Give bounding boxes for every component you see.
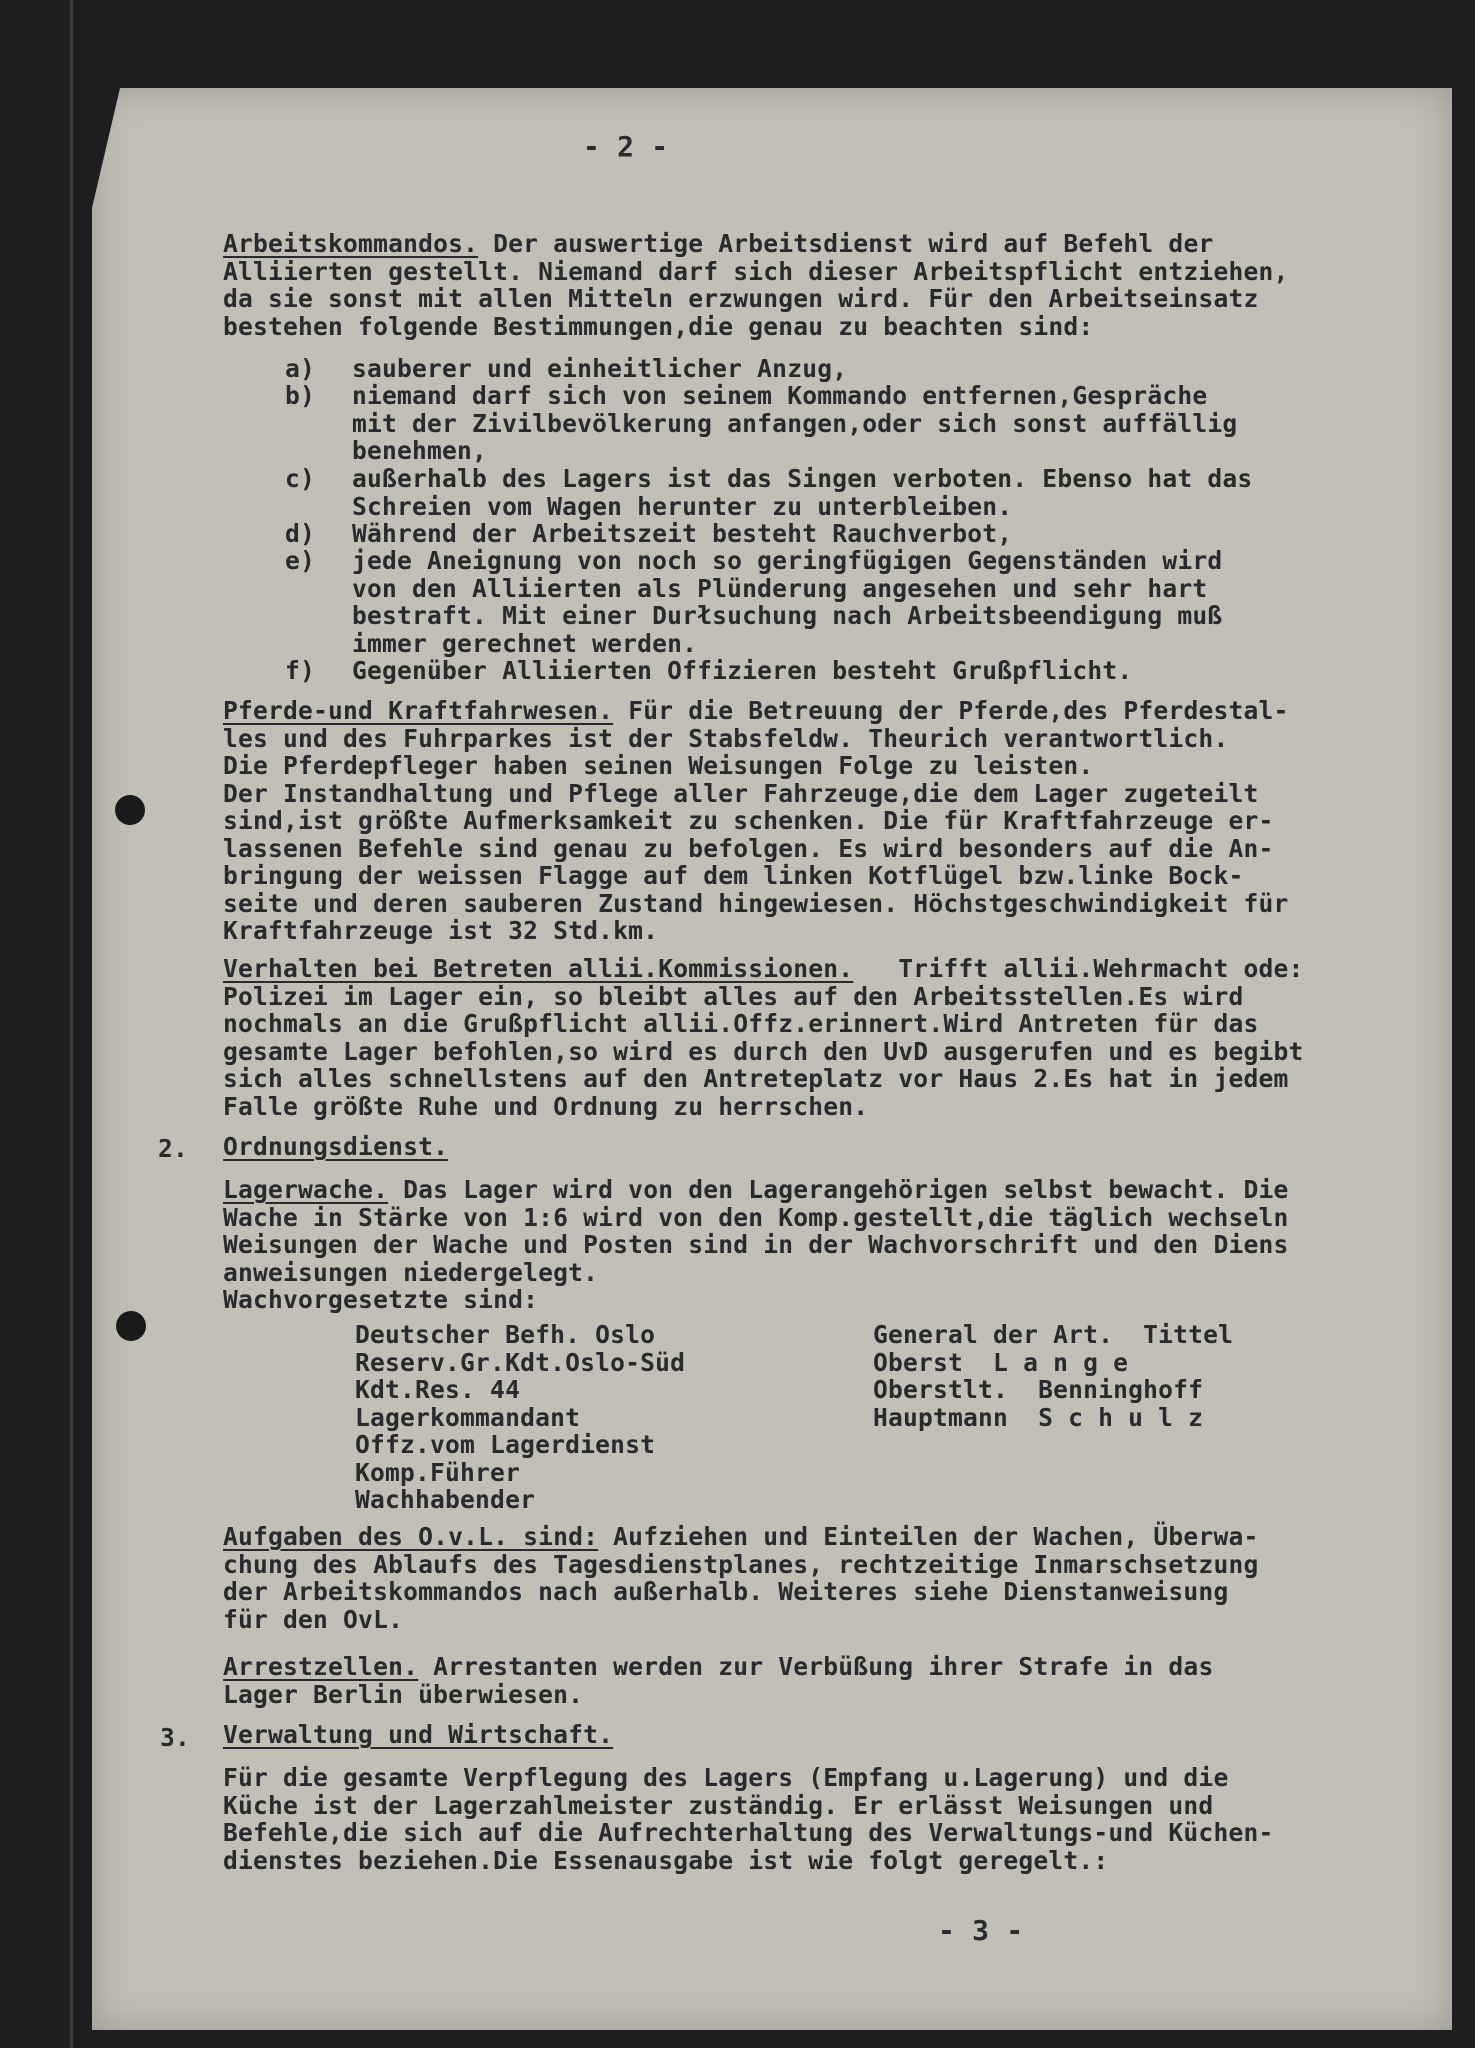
paragraph-line: Falle größte Ruhe und Ordnung zu herrschen. [223, 1091, 869, 1121]
vorgesetzter-role: Offz.vom Lagerdienst [355, 1430, 656, 1459]
verwaltung-paragraph [223, 1764, 1273, 1874]
paragraph-line: Die Pferdepfleger haben seinen Weisungen Folge zu leisten. [223, 751, 1094, 780]
vorgesetzter-name: General der Art. Tittel [873, 1320, 1234, 1349]
paragraph-line: Wachvorgesetzte sind: [223, 1285, 539, 1314]
vorgesetzte-roles [355, 1321, 685, 1514]
ordnungsdienst-heading: Ordnungsdienst. [223, 1132, 449, 1161]
aufgaben-heading: Aufgaben des O.v.L. sind: [223, 1522, 599, 1551]
paragraph-line: Kraftfahrzeuge ist 32 Std.km. [223, 916, 659, 945]
vorgesetzter-role: Reserv.Gr.Kdt.Oslo-Süd [355, 1347, 686, 1377]
list-marker: d) [285, 519, 316, 548]
vorgesetzter-role: Kdt.Res. 44 [355, 1375, 521, 1404]
list-marker: c) [285, 464, 316, 493]
list-marker: e) [285, 546, 316, 575]
vorgesetzte-names [873, 1321, 1233, 1431]
paragraph-line: Lager Berlin überwiesen. [223, 1679, 584, 1709]
arbeitskommandos-heading: Arbeitskommandos. [223, 229, 479, 258]
lagerwache-heading: Lagerwache. [223, 1175, 389, 1204]
paragraph-line: Polizei im Lager ein, so bleibt alles auf den Arbeitsstellen.Es wird [223, 981, 1244, 1011]
vorgesetzter-role: Komp.Führer [355, 1457, 521, 1487]
paragraph-line: da sie sonst mit allen Mitteln erzwungen wird. Für den Arbeitseinsatz [223, 284, 1259, 313]
vorgesetzter-name: Oberst L a n g e [873, 1347, 1129, 1377]
vorgesetzter-role: Wachhabender [355, 1485, 536, 1514]
paragraph-line: Küche ist der Lagerzahlmeister zuständig. Er erlässt Weisungen und [223, 1790, 1214, 1820]
paragraph-line: seite und deren sauberen Zustand hingewiesen. Höchstgeschwindigkeit für [223, 888, 1289, 918]
aufgaben-paragraph [223, 1523, 1258, 1633]
list-item: sauberer und einheitlicher Anzug, [352, 354, 848, 383]
paragraph-line: Weisungen der Wache und Posten sind in der Wachvorschrift und den Diens [223, 1230, 1289, 1259]
list-item: Gegenüber Alliierten Offizieren besteht Grußpflicht. [352, 656, 1133, 685]
paragraph-line: Trifft allii.Wehrmacht ode: [853, 954, 1304, 983]
paragraph-line: bringung der weissen Flagge auf dem linken Kotflügel bzw.linke Bock- [223, 861, 1244, 890]
paragraph-line: Der auswertige Arbeitsdienst wird auf Befehl der [478, 229, 1214, 258]
arrest-heading: Arrestzellen. [223, 1652, 419, 1681]
paragraph-line: Das Lager wird von den Lagerangehörigen selbst bewacht. Die [388, 1175, 1289, 1204]
paragraph-line: Alliierten gestellt. Niemand darf sich dieser Arbeitspflicht entziehen, [223, 256, 1289, 286]
list-item: außerhalb des Lagers ist das Singen verboten. Ebenso hat das Schreien vom Wagen herunter zu unterbleiben. [352, 464, 1253, 521]
paragraph-line: Aufziehen und Einteilen der Wachen, Überwa- [598, 1522, 1259, 1551]
paragraph-line: Befehle,die sich auf die Aufrechterhaltung des Verwaltungs-und Küchen- [223, 1818, 1274, 1847]
verhalten-paragraph [223, 955, 1303, 1120]
paragraph-line: Für die Betreuung der Pferde,des Pferdestal- [613, 696, 1289, 725]
paragraph-line: dienstes beziehen.Die Essenausgabe ist wie folgt geregelt.: [223, 1845, 1109, 1875]
lagerwache-paragraph [223, 1176, 1288, 1314]
list-marker: f) [285, 656, 316, 685]
list-item: Während der Arbeitszeit besteht Rauchverbot, [352, 519, 1013, 548]
next-page-number: - 3 - [938, 1914, 1024, 1947]
section-number: 3. [160, 1723, 191, 1752]
verhalten-heading: Verhalten bei Betreten allii.Kommissionen. [223, 954, 854, 983]
punch-hole-top [115, 795, 145, 825]
paragraph-line: Für die gesamte Verpflegung des Lagers (Empfang u.Lagerung) und die [223, 1763, 1229, 1792]
punch-hole-bottom [116, 1311, 146, 1341]
arbeitskommandos-paragraph [223, 230, 1288, 340]
torn-corner [92, 88, 120, 208]
paragraph-line: les und des Fuhrparkes ist der Stabsfeldw. Theurich verantwortlich. [223, 723, 1229, 753]
paragraph-line: gesamte Lager befohlen,so wird es durch den UvD ausgerufen und es begibt [223, 1036, 1304, 1066]
vorgesetzter-name: Oberstlt. Benninghoff [873, 1375, 1204, 1404]
page-number: - 2 - [583, 130, 669, 163]
paragraph-line: Wache in Stärke von 1:6 wird von den Komp.gestellt,die täglich wechseln [223, 1202, 1289, 1232]
paragraph-line: der Arbeitskommandos nach außerhalb. Weiteres siehe Dienstanweisung [223, 1577, 1229, 1606]
list-item: jede Aneignung von noch so geringfügigen Gegenständen wird von den Alliierten als Plünderung angesehen und sehr hart bestraft. Mit einer Durłsuchung nach Arbeitsbeendigung muß immer gerechnet werden. [352, 546, 1223, 658]
vorgesetzter-name: Hauptmann S c h u l z [873, 1402, 1204, 1432]
pferde-paragraph [223, 697, 1289, 945]
vorgesetzter-role: Lagerkommandant [355, 1402, 581, 1432]
list-item: niemand darf sich von seinem Kommando entfernen,Gespräche mit der Zivilbevölkerung anfangen,oder sich sonst auffällig benehmen, [352, 381, 1238, 465]
paragraph-line: sich alles schnellstens auf den Antreteplatz vor Haus 2.Es hat in jedem [223, 1064, 1289, 1093]
arrest-paragraph [223, 1653, 1213, 1708]
verwaltung-heading: Verwaltung und Wirtschaft. [223, 1720, 614, 1749]
paragraph-line: anweisungen niedergelegt. [223, 1257, 599, 1287]
list-marker: a) [285, 354, 316, 383]
section-number: 2. [158, 1134, 189, 1163]
paragraph-line: nochmals an die Grußpflicht allii.Offz.erinnert.Wird Antreten für das [223, 1009, 1259, 1038]
paragraph-line: für den OvL. [223, 1604, 404, 1634]
paragraph-line: bestehen folgende Bestimmungen,die genau zu beachten sind: [223, 311, 1094, 341]
pferde-heading: Pferde-und Kraftfahrwesen. [223, 696, 614, 725]
paragraph-line: sind,ist größte Aufmerksamkeit zu schenken. Die für Kraftfahrzeuge er- [223, 806, 1274, 835]
paragraph-line: chung des Ablaufs des Tagesdienstplanes, rechtzeitige Inmarschsetzung [223, 1549, 1259, 1579]
mount-edge-line [70, 0, 73, 2048]
paragraph-line: Arrestanten werden zur Verbüßung ihrer Strafe in das [418, 1652, 1214, 1681]
list-marker: b) [285, 381, 316, 410]
paragraph-line: lassenen Befehle sind genau zu befolgen. Es wird besonders auf die An- [223, 833, 1274, 863]
paragraph-line: Der Instandhaltung und Pflege aller Fahrzeuge,die dem Lager zugeteilt [223, 778, 1259, 808]
vorgesetzter-role: Deutscher Befh. Oslo [355, 1320, 656, 1349]
